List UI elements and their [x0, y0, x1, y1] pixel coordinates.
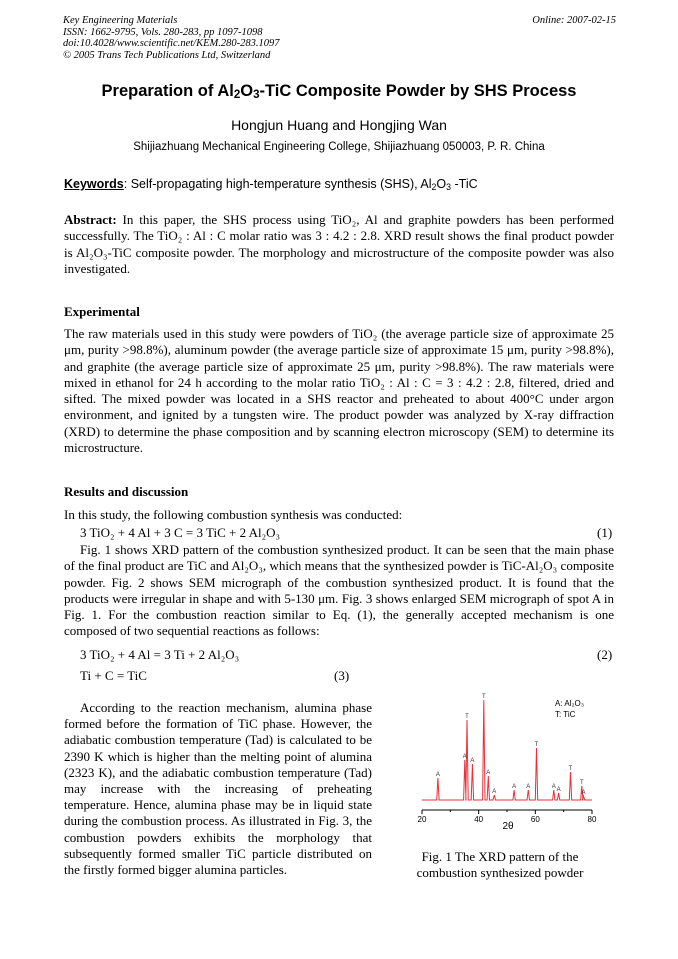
abstract-label: Abstract:	[64, 212, 117, 227]
keywords-label: Keywords	[64, 177, 124, 191]
copyright-line: © 2005 Trans Tech Publications Ltd, Switzerland	[63, 49, 271, 61]
equation-2: 3 TiO₂ + 4 Al = 3 Ti + 2 Al₂O₃	[80, 647, 240, 662]
peak-label: A	[551, 784, 556, 790]
peak-label: A	[512, 784, 517, 790]
section-heading-experimental: Experimental	[64, 304, 140, 319]
paper-title: Preparation of $Al_2O_3$-TiC Composite Powder by SHS Process	[101, 82, 577, 101]
xrd-chart	[405, 690, 610, 832]
peak-label: A	[556, 787, 561, 793]
results-intro: In this study, the following combustion synthesis was conducted:	[64, 507, 403, 522]
peak-label: A	[581, 790, 586, 796]
authors: Hongjun Huang and Hongjing Wan	[231, 117, 447, 133]
x-tick-label: 20	[417, 815, 427, 824]
peak-label: T	[534, 742, 539, 748]
peak-label: A	[435, 772, 440, 778]
peak-label: A	[526, 784, 531, 790]
x-tick-label: 60	[530, 815, 540, 824]
peak-label: T	[568, 766, 573, 772]
xrd-plot-svg	[405, 690, 610, 832]
peak-label: A	[492, 789, 497, 795]
peak-label: T	[579, 780, 584, 786]
journal-header	[63, 15, 616, 61]
x-tick-label: 80	[587, 815, 597, 824]
equation-3-number: (3)	[334, 668, 350, 683]
results-paragraph-2: According to the reaction mechanism, alumina phase formed before the formation of TiC phase. However, the adiabatic combustion temperature (Tad) is calculated to be 2390 K which is higher than the melting point of alumina (2323 K), and the adiabatic combustion temperature (Tad) may increase with the increasing of preheating temperature. Hence, alumina phase may be in liquid state during the combustion process. As illustrated in Fig. 3, the combustion powders exhibits the morphology that subsequently formed smaller TiC particle distributed on the firstly formed bigger alumina particles.	[64, 700, 372, 878]
peak-label: A	[462, 754, 467, 760]
equation-1-number: (1)	[597, 525, 613, 540]
abstract-text: In this paper, the SHS process using TiO₂, Al and graphite powders has been performed successfully. The TiO₂ : Al : C molar ratio was 3 : 4.2 : 2.8. XRD result shows the final product powder is Al₂O₃-TiC composite powder. The morphology and microstructure of the composite powder was also investigated.	[64, 212, 614, 276]
peak-label: T	[481, 694, 486, 700]
equation-1: 3 TiO₂ + 4 Al + 3 C = 3 TiC + 2 Al₂O₃	[80, 525, 281, 540]
section-heading-results: Results and discussion	[64, 484, 189, 499]
peak-label: T	[465, 714, 469, 720]
doi-line: doi:10.4028/www.scientific.net/KEM.280-283.1097	[63, 38, 280, 49]
abstract	[64, 212, 614, 277]
legend-tic: T: TiC	[555, 710, 576, 719]
peak-label: A	[470, 758, 475, 764]
legend-alumina: A: Al₂O₃	[555, 699, 585, 708]
equation-2-number: (2)	[597, 647, 613, 662]
x-tick-label: 40	[474, 815, 484, 824]
online-date: Online: 2007-02-15	[532, 15, 616, 26]
figure-caption: Fig. 1 The XRD pattern of the combustion synthesized powder	[416, 849, 584, 880]
affiliation: Shijiazhuang Mechanical Engineering College, Shijiazhuang 050003, P. R. China	[133, 141, 545, 153]
journal-name: Key Engineering Materials	[63, 15, 178, 26]
results-paragraph-1: Fig. 1 shows XRD pattern of the combustion synthesized product. It can be seen that the main phase of the final product are TiC and Al₂O₃, which means that the synthesized powder is TiC-Al₂O₃ composite powder. Fig. 2 shows SEM micrograph of the combustion synthesized product. It is found that the products were irregular in shape and with 5-130 μm. Fig. 3 shows enlarged SEM micrograph of spot A in Fig. 1. For the combustion reaction similar to Eq. (1), the generally accepted mechanism is one composed of two sequential reactions as follows:	[64, 542, 614, 639]
peak-label: A	[486, 770, 491, 776]
experimental-text: The raw materials used in this study were powders of TiO₂ (the average particle size of approximate 25 μm, purity >98.8%), aluminum powder (the average particle size of approximate 15 μm, purity >98.8%), and graphite (the average particle size of approximate 25 μm, purity >98.8%). The raw materials were mixed in ethanol for 24 h according to the molar ratio TiO₂ : Al : C = 3 : 4.2 : 2.8, filtered, dried and sifted. The mixed powder was located in a SHS reactor and preheated to about 400°C under argon environment, and ignited by a tungsten wire. The product powder was analyzed by X-ray diffraction (XRD) to determine the phase composition and by scanning electron microscopy (SEM) to determine its microstructure.	[64, 326, 614, 456]
equation-3: Ti + C = TiC	[80, 668, 147, 683]
issn-line: ISSN: 1662-9795, Vols. 280-283, pp 1097-1098	[63, 26, 263, 38]
keywords: Keywords: Self-propagating high-temperature synthesis (SHS), $Al_2O_3$ -TiC	[64, 177, 478, 192]
x-axis-label: 2θ	[502, 821, 514, 832]
